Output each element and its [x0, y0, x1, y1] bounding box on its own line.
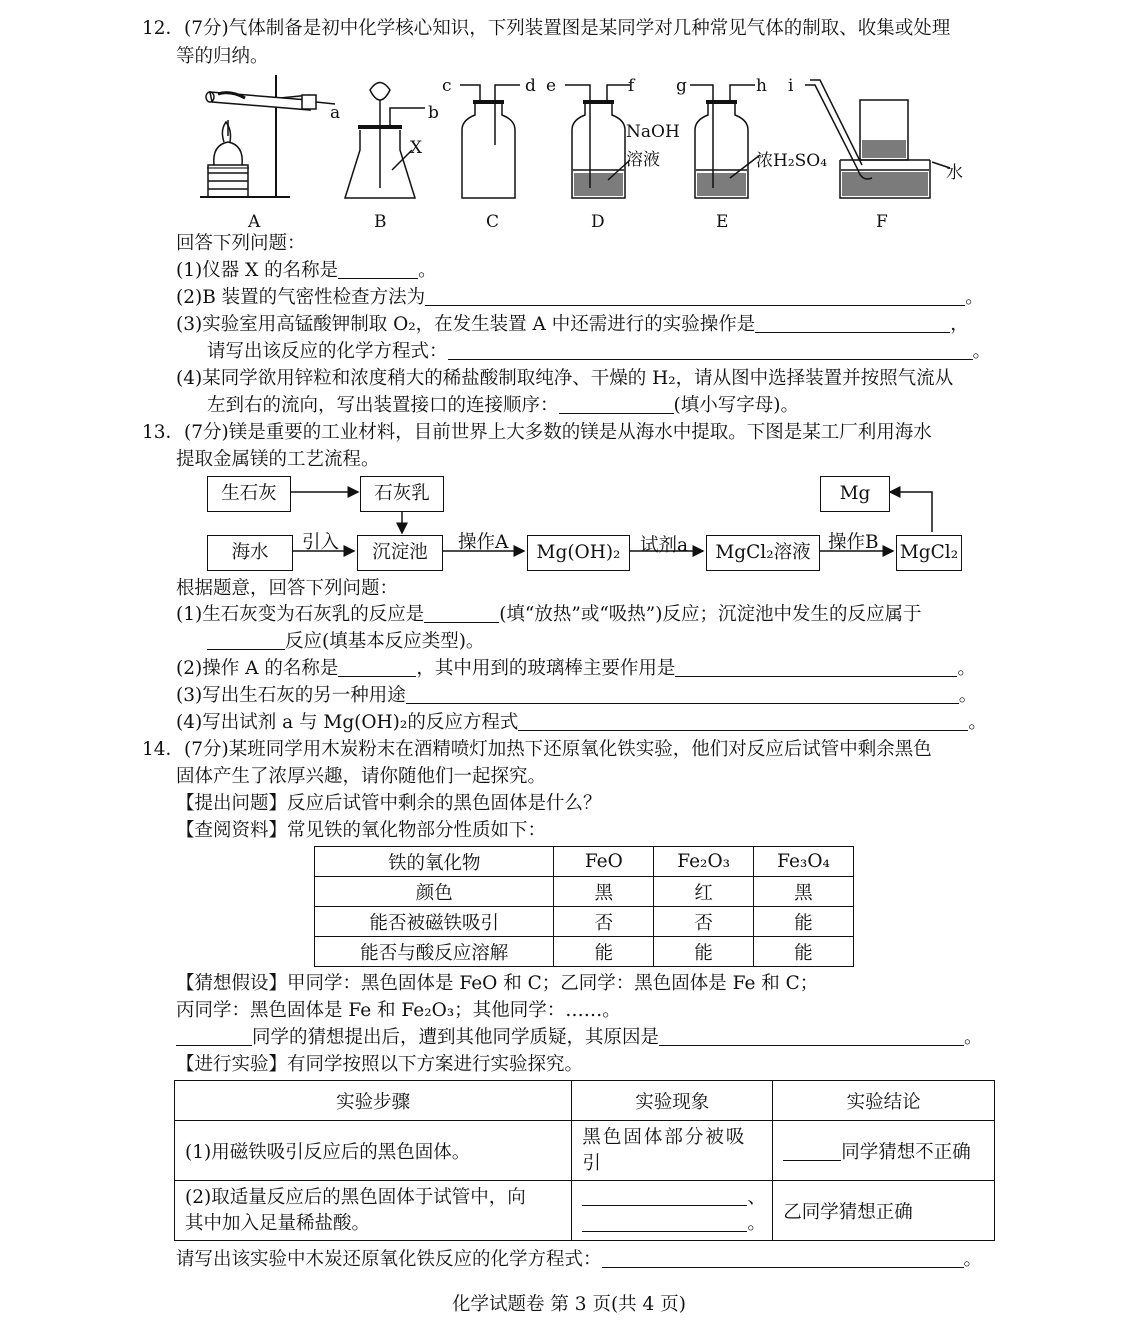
- q13-p3: (3)写出生石灰的另一种用途 。: [176, 685, 978, 706]
- label-naoh-sol: 溶液: [626, 150, 660, 170]
- answer-blank[interactable]: [755, 314, 950, 333]
- flow-quicklime: 生石灰: [207, 476, 291, 512]
- experiment-table: [174, 1080, 995, 1241]
- label-F: F: [876, 212, 888, 232]
- apparatus-figure: [190, 70, 990, 235]
- flow-label-opA: 操作A: [458, 532, 509, 553]
- q13-p1: (1)生石灰变为石灰乳的反应是 (填“放热”或“吸热”)反应；沉淀池中发生的反应属于: [176, 604, 922, 625]
- answer-blank[interactable]: [424, 604, 499, 623]
- q12-p4b: 左到右的流向，写出装置接口的连接顺序： (填小写字母)。: [207, 395, 799, 416]
- table-cell: 、 。: [572, 1181, 773, 1241]
- q14-line1: 14．(7分)某班同学用木炭粉末在酒精喷灯加热下还原氧化铁实验，他们对反应后试管中剩余黑色: [142, 739, 932, 760]
- table-header-cell: Fe₃O₄: [754, 847, 854, 877]
- answer-blank[interactable]: [207, 631, 285, 650]
- q14-hyp1: 【猜想假设】甲同学：黑色固体是 FeO 和 C；乙同学：黑色固体是 Fe 和 C；: [176, 973, 819, 994]
- label-water: 水: [946, 163, 963, 183]
- table-cell: 能: [754, 937, 854, 967]
- table-header-cell: 铁的氧化物: [315, 847, 554, 877]
- answer-blank[interactable]: [176, 1027, 252, 1046]
- q12-p3: (3)实验室用高锰酸钾制取 O₂，在发生装置 A 中还需进行的实验操作是 ，: [176, 314, 969, 335]
- label-f: f: [628, 76, 635, 96]
- label-g: g: [676, 76, 687, 96]
- label-B: B: [374, 212, 387, 232]
- table-header-cell: 实验结论: [773, 1081, 995, 1121]
- answer-blank[interactable]: [425, 287, 965, 306]
- answer-blank[interactable]: [675, 658, 957, 677]
- q13-p1b: 反应(填基本反应类型)。: [207, 630, 484, 654]
- q14-hyp2: 丙同学：黑色固体是 Fe 和 Fe₂O₃；其他同学：……。: [176, 1000, 621, 1021]
- table-cell: (2)取适量反应后的黑色固体于试管中，向 其中加入足量稀盐酸。: [175, 1181, 572, 1241]
- answer-blank[interactable]: [582, 1187, 747, 1206]
- label-i: i: [788, 76, 794, 96]
- label-naoh: NaOH: [626, 122, 680, 142]
- table-cell: 否: [654, 907, 754, 937]
- label-X: X: [410, 138, 423, 158]
- label-C: C: [486, 212, 500, 232]
- answer-blank[interactable]: [602, 1249, 964, 1268]
- q12-prompt: 回答下列问题：: [176, 233, 306, 254]
- label-a: a: [330, 103, 341, 123]
- q13-prompt: 根据题意，回答下列问题：: [176, 578, 399, 599]
- table-cell: 能: [654, 937, 754, 967]
- answer-blank[interactable]: [582, 1213, 747, 1232]
- q14-info: 【查阅资料】常见铁的氧化物部分性质如下：: [176, 820, 547, 841]
- label-A: A: [248, 212, 261, 232]
- table-cell: 否: [554, 907, 654, 937]
- flow-mgcl2-solution: MgCl₂溶液: [706, 535, 820, 571]
- table-cell: 红: [654, 877, 754, 907]
- table-cell: 能: [554, 937, 654, 967]
- flow-mg: Mg: [820, 476, 890, 512]
- q12-p2: (2)B 装置的气密性检查方法为 。: [176, 287, 984, 308]
- answer-blank[interactable]: [338, 658, 416, 677]
- flow-mgoh2: Mg(OH)₂: [527, 535, 630, 571]
- flow-mgcl2: MgCl₂: [896, 535, 962, 571]
- q14-exp: 【进行实验】有同学按照以下方案进行实验探究。: [176, 1054, 584, 1075]
- flow-label-reagent: 试剂a: [640, 535, 689, 556]
- table-header-cell: 实验步骤: [175, 1081, 572, 1121]
- q14-question: 【提出问题】反应后试管中剩余的黑色固体是什么？: [176, 793, 602, 814]
- q14-line2: 固体产生了浓厚兴趣，请你随他们一起探究。: [176, 766, 547, 787]
- q12-p1: (1)仪器 X 的名称是 。: [176, 260, 437, 281]
- label-h: h: [756, 76, 767, 96]
- table-row: [175, 1181, 995, 1241]
- table-cell: 黑: [754, 877, 854, 907]
- label-e: e: [546, 76, 557, 96]
- answer-blank[interactable]: [783, 1142, 841, 1161]
- table-header-cell: 实验现象: [572, 1081, 773, 1121]
- table-row: [315, 907, 854, 937]
- q12-p3b: 请写出该反应的化学方程式： 。: [207, 341, 992, 362]
- page-footer: 化学试题卷 第 3 页(共 4 页): [452, 1294, 686, 1315]
- answer-blank[interactable]: [559, 395, 674, 414]
- table-cell: 同学猜想不正确: [773, 1121, 995, 1181]
- oxide-table: [314, 846, 854, 967]
- answer-blank[interactable]: [406, 685, 959, 704]
- table-cell: 能: [754, 907, 854, 937]
- flow-limemilk: 石灰乳: [360, 476, 444, 512]
- q14-final: 请写出该实验中木炭还原氧化铁反应的化学方程式： 。: [176, 1249, 983, 1270]
- table-header-cell: Fe₂O₃: [654, 847, 754, 877]
- q13-line2: 提取金属镁的工艺流程。: [176, 449, 380, 470]
- label-d: d: [525, 76, 536, 96]
- answer-blank[interactable]: [338, 260, 418, 279]
- table-cell: 黑: [554, 877, 654, 907]
- q12-line1: 12．(7分)气体制备是初中化学核心知识，下列装置图是某同学对几种常见气体的制取、收集或处理: [142, 18, 951, 39]
- answer-blank[interactable]: [448, 341, 973, 360]
- table-cell: (1)用磁铁吸引反应后的黑色固体。: [175, 1121, 572, 1181]
- q13-line1: 13．(7分)镁是重要的工业材料，目前世界上大多数的镁是从海水中提取。下图是某工厂利用海水: [142, 422, 932, 443]
- answer-blank[interactable]: [659, 1027, 964, 1046]
- q14-hyp3: 同学的猜想提出后，遭到其他同学质疑，其原因是 。: [176, 1026, 983, 1050]
- table-header-row: [175, 1081, 995, 1121]
- label-E: E: [716, 212, 729, 232]
- q13-p4: (4)写出试剂 a 与 Mg(OH)₂的反应方程式 。: [176, 712, 987, 733]
- label-b: b: [428, 103, 439, 123]
- flow-seawater: 海水: [207, 535, 293, 571]
- label-c: c: [442, 76, 452, 96]
- table-header-row: [315, 847, 854, 877]
- table-cell: 黑色固体部分被吸 引: [572, 1121, 773, 1181]
- label-h2so4: 浓H₂SO₄: [756, 151, 828, 171]
- table-cell: 能否与酸反应溶解: [315, 937, 554, 967]
- q13-p2: (2)操作 A 的名称是 ，其中用到的玻璃棒主要作用是 。: [176, 658, 976, 679]
- flow-tank: 沉淀池: [357, 535, 443, 571]
- table-cell: 能否被磁铁吸引: [315, 907, 554, 937]
- table-row: [315, 877, 854, 907]
- table-cell: 颜色: [315, 877, 554, 907]
- table-header-cell: FeO: [554, 847, 654, 877]
- table-row: [175, 1121, 995, 1181]
- flow-label-in: 引入: [302, 532, 340, 553]
- answer-blank[interactable]: [518, 712, 968, 731]
- table-row: [315, 937, 854, 967]
- q12-p4: (4)某同学欲用锌粒和浓度稍大的稀盐酸制取纯净、干燥的 H₂，请从图中选择装置并按照气流从: [176, 368, 954, 389]
- q12-line2: 等的归纳。: [176, 46, 269, 67]
- table-cell: 乙同学猜想正确: [773, 1181, 995, 1241]
- label-D: D: [591, 212, 605, 232]
- flow-label-opB: 操作B: [828, 532, 879, 553]
